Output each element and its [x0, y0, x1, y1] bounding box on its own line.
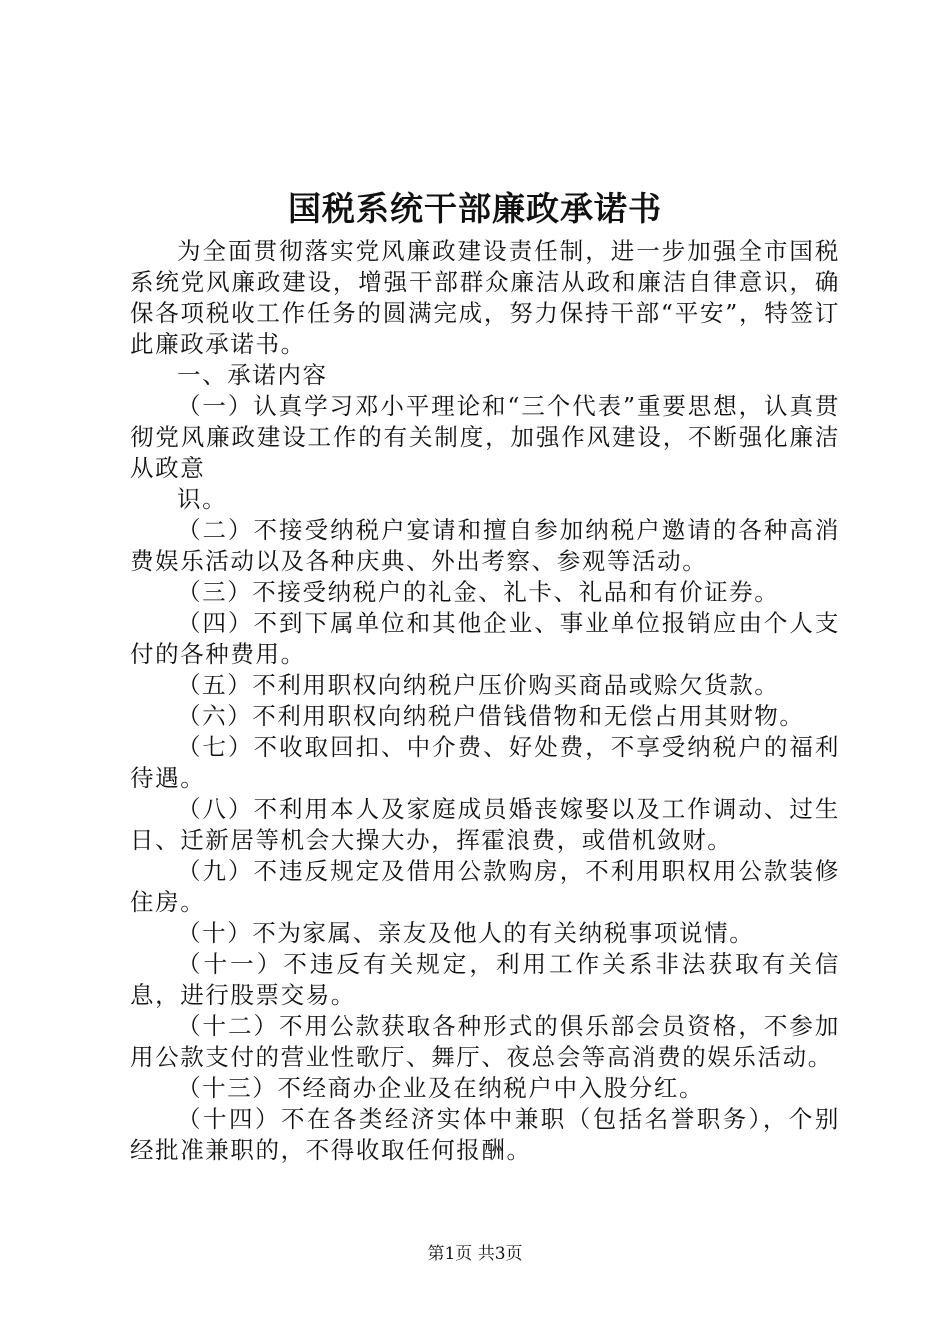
- commitment-item-4: （四）不到下属单位和其他企业、事业单位报销应由个人支付的各种费用。: [130, 609, 840, 668]
- commitment-item-11: （十一）不违反有关规定，利用工作关系非法获取有关信息，进行股票交易。: [130, 950, 840, 1009]
- commitment-item-1: （一）认真学习邓小平理论和“三个代表”重要思想，认真贯彻党风廉政建设工作的有关制度，加强作风建设，不断强化廉洁从政意: [130, 392, 840, 482]
- commitment-item-5: （五）不利用职权向纳税户压价购买商品或赊欠货款。: [177, 671, 780, 699]
- commitment-item-10: （十）不为家属、亲友及他人的有关纳税事项说情。: [177, 919, 755, 947]
- commitment-item-14: （十四）不在各类经济实体中兼职（包括名誉职务），个别经批准兼职的，不得收取任何报酬。: [130, 1105, 840, 1164]
- commitment-item-7: （七）不收取回扣、中介费、好处费，不享受纳税户的福利待遇。: [130, 733, 840, 792]
- commitment-item-9: （九）不违反规定及借用公款购房，不利用职权用公款装修住房。: [130, 857, 840, 916]
- commitment-item-12: （十二）不用公款获取各种形式的俱乐部会员资格，不参加用公款支付的营业性歌厅、舞厅、夜总会等高消费的娱乐活动。: [130, 1012, 840, 1071]
- commitment-item-8: （八）不利用本人及家庭成员婚丧嫁娶以及工作调动、过生日、迁新居等机会大操大办，挥霍浪费，或借机敛财。: [130, 795, 840, 854]
- document-body: [130, 236, 840, 1166]
- commitment-item-2: （二）不接受纳税户宴请和擅自参加纳税户邀请的各种高消费娱乐活动以及各种庆典、外出考察、参观等活动。: [130, 516, 840, 575]
- commitment-item-3: （三）不接受纳税户的礼金、礼卡、礼品和有价证券。: [177, 578, 780, 606]
- section-heading: 一、承诺内容: [177, 361, 328, 389]
- commitment-item-13: （十三）不经商办企业及在纳税户中入股分红。: [177, 1074, 705, 1102]
- page-footer: 第1页 共3页: [427, 1244, 523, 1264]
- document-title: 国税系统干部廉政承诺书: [288, 189, 662, 228]
- intro-paragraph: 为全面贯彻落实党风廉政建设责任制，进一步加强全市国税系统党风廉政建设，增强干部群众廉洁从政和廉洁自律意识，确保各项税收工作任务的圆满完成，努力保持干部“平安”，特签订此廉政承诺书。: [130, 237, 840, 358]
- commitment-item-1-continuation: 识。: [177, 485, 228, 513]
- commitment-item-6: （六）不利用职权向纳税户借钱借物和无偿占用其财物。: [177, 702, 805, 730]
